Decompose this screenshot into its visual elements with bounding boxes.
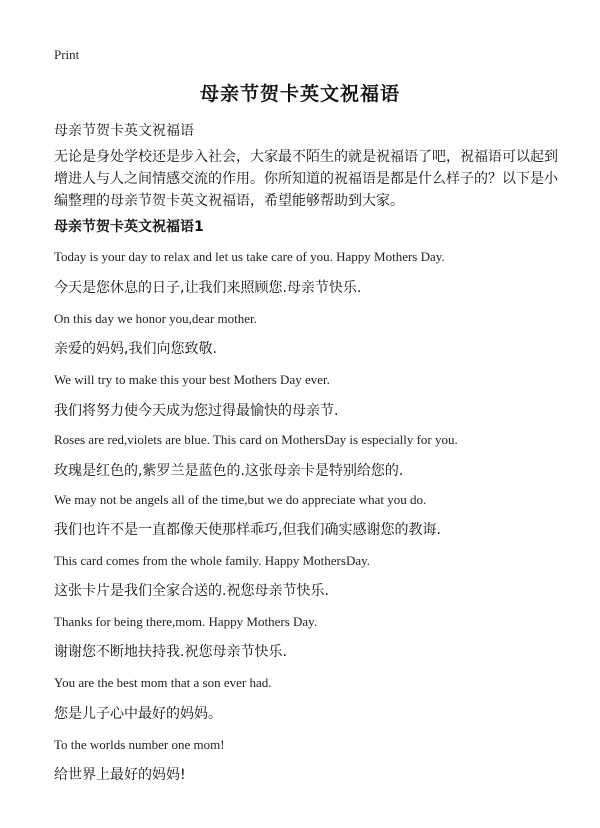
page-title: 母亲节贺卡英文祝福语 bbox=[199, 83, 400, 105]
intro-line: 无论是身处学校还是步入社会，大家最不陌生的就是祝福语了吧，祝福语可以起到 bbox=[54, 149, 558, 165]
chinese-greeting: 亲爱的妈妈,我们向您致敬. bbox=[54, 341, 217, 357]
english-greeting: On this day we honor you,dear mother. bbox=[54, 311, 257, 326]
print-link[interactable]: Print bbox=[54, 47, 80, 62]
chinese-greeting: 谢谢您不断地扶持我.祝您母亲节快乐. bbox=[54, 644, 287, 660]
english-greeting: This card comes from the whole family. Happy MothersDay. bbox=[54, 553, 371, 568]
english-greeting: To the worlds number one mom! bbox=[54, 737, 225, 752]
english-greeting: Thanks for being there,mom. Happy Mothers Day. bbox=[54, 614, 318, 629]
chinese-greeting: 玫瑰是红色的,紫罗兰是蓝色的.这张母亲卡是特别给您的. bbox=[54, 463, 404, 479]
intro-line: 编整理的母亲节贺卡英文祝福语，希望能够帮助到大家。 bbox=[54, 193, 404, 209]
section-heading: 母亲节贺卡英文祝福语1 bbox=[54, 219, 204, 235]
chinese-greeting: 今天是您休息的日子,让我们来照顾您.母亲节快乐. bbox=[54, 280, 362, 296]
intro-line: 增进人与人之间情感交流的作用。你所知道的祝福语是都是什么样子的？以下是小 bbox=[54, 171, 558, 187]
chinese-greeting: 这张卡片是我们全家合送的.祝您母亲节快乐. bbox=[54, 583, 329, 599]
english-greeting: We may not be angels all of the time,but we do appreciate what you do. bbox=[54, 492, 427, 507]
chinese-greeting: 我们将努力使今天成为您过得最愉快的母亲节. bbox=[54, 403, 339, 419]
chinese-greeting: 我们也许不是一直都像天使那样乖巧,但我们确实感谢您的教诲. bbox=[54, 522, 441, 538]
chinese-greeting: 给世界上最好的妈妈! bbox=[54, 767, 186, 783]
chinese-greeting: 您是儿子心中最好的妈妈。 bbox=[54, 706, 222, 722]
english-greeting: We will try to make this your best Mothers Day ever. bbox=[54, 372, 330, 387]
english-greeting: Today is your day to relax and let us take care of you. Happy Mothers Day. bbox=[54, 249, 445, 264]
english-greeting: Roses are red,violets are blue. This card on MothersDay is especially for you. bbox=[54, 432, 458, 447]
english-greeting: You are the best mom that a son ever had. bbox=[54, 675, 272, 690]
document-subtitle: 母亲节贺卡英文祝福语 bbox=[54, 123, 194, 139]
intro-paragraph bbox=[54, 146, 558, 212]
